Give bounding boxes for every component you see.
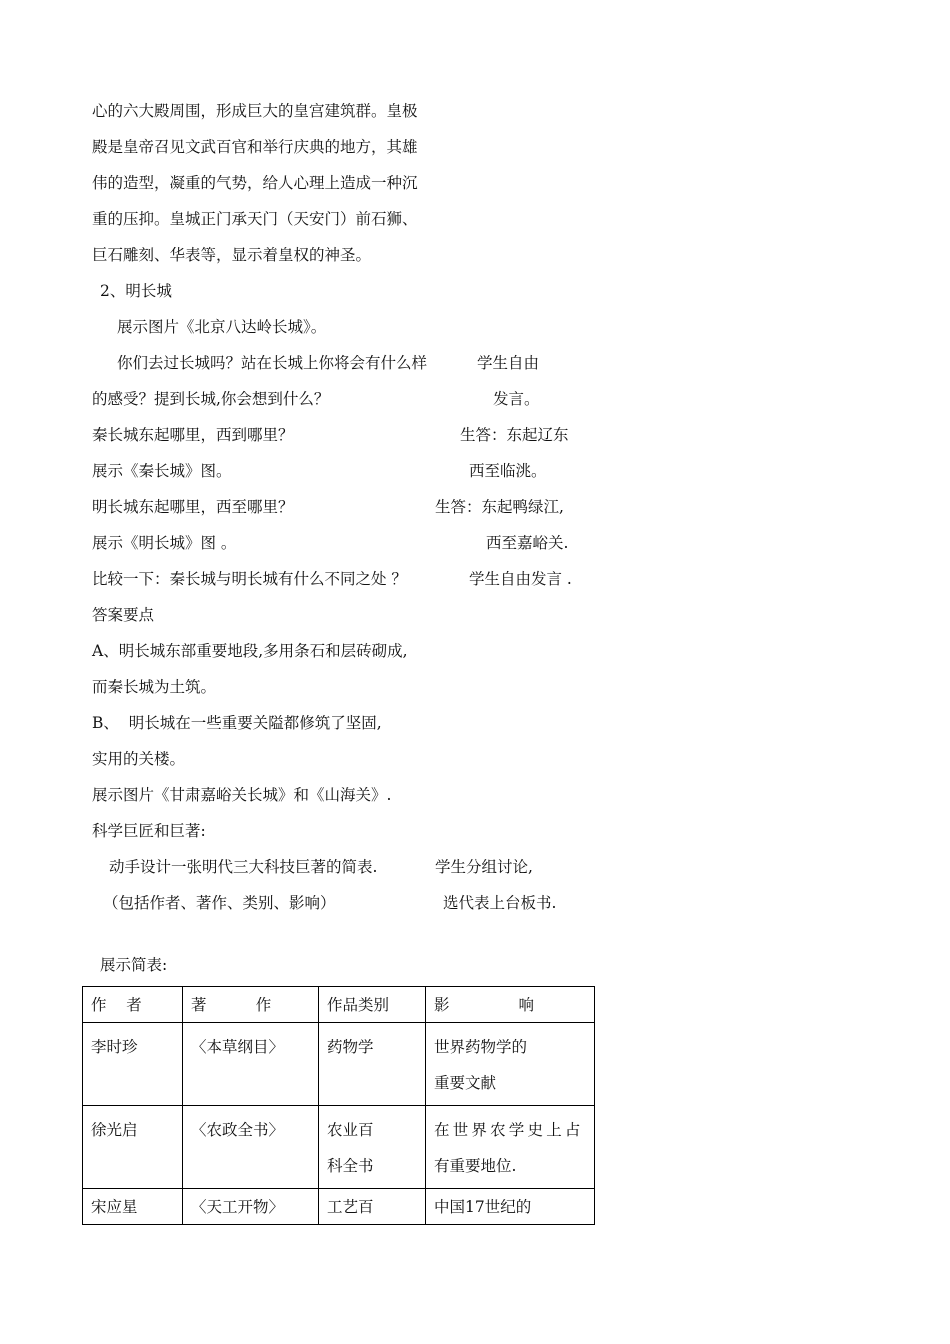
text-line: 而秦长城为土筑。 (92, 678, 217, 696)
text-line: 实用的关楼。 (92, 750, 186, 768)
student-answer: 生答：东起鸭绿江, (435, 498, 564, 516)
student-activity: 学生分组讨论, (435, 858, 533, 876)
cell-category: 药物学 (319, 1023, 426, 1106)
cell-impact: 中国17世纪的 (426, 1189, 595, 1225)
cell-author: 李时珍 (83, 1023, 183, 1106)
text-line: A、明长城东部重要地段,多用条石和层砖砌成, (92, 642, 408, 660)
text-line: 答案要点 (92, 606, 155, 624)
question-text: 展示《明长城》图 。 (92, 534, 237, 552)
student-activity: 发言。 (493, 390, 540, 408)
text-line: B、 明长城在一些重要关隘都修筑了坚固, (92, 714, 382, 732)
section-heading: 2、明长城 (100, 282, 172, 300)
table-header-row (83, 987, 595, 1023)
table-row (83, 1106, 595, 1189)
student-activity: 学生自由 (477, 354, 540, 372)
question-text: 比较一下：秦长城与明长城有什么不同之处 ？ (92, 570, 407, 588)
text-line: 重的压抑。皇城正门承天门（天安门）前石狮、 (92, 210, 418, 228)
cell-work: 〈本草纲目〉 (183, 1023, 319, 1106)
text-line: 科学巨匠和巨著: (92, 822, 206, 840)
question-text: 动手设计一张明代三大科技巨著的简表. (109, 858, 378, 876)
question-text: （包括作者、著作、类别、影响） (103, 894, 336, 912)
text-line: 殿是皇帝召见文武百官和举行庆典的地方，其雄 (92, 138, 418, 156)
question-text: 秦长城东起哪里，西到哪里？ (92, 426, 294, 444)
header-category: 作品类别 (319, 987, 426, 1023)
question-text: 展示《秦长城》图。 (92, 462, 232, 480)
science-works-table (82, 986, 595, 1225)
text-line: 展示图片《北京八达岭长城》。 (117, 318, 327, 336)
text-line: 伟的造型，凝重的气势，给人心理上造成一种沉 (92, 174, 418, 192)
question-text: 明长城东起哪里，西至哪里？ (92, 498, 294, 516)
student-activity: 选代表上台板书. (443, 894, 557, 912)
cell-author: 宋应星 (83, 1189, 183, 1225)
student-activity: 学生自由发言 . (469, 570, 572, 588)
cell-impact: 世界药物学的 重要文献 (426, 1023, 595, 1106)
text-line: 心的六大殿周围，形成巨大的皇宫建筑群。皇极 (92, 102, 418, 120)
cell-author: 徐光启 (83, 1106, 183, 1189)
student-answer: 生答：东起辽东 (460, 426, 569, 444)
table-row (83, 1189, 595, 1225)
header-impact: 影 响 (426, 987, 595, 1023)
table-caption: 展示简表: (100, 956, 168, 974)
cell-work: 〈农政全书〉 (183, 1106, 319, 1189)
student-answer: 西至临洮。 (469, 462, 547, 480)
question-text: 你们去过长城吗？站在长城上你将会有什么样 (117, 354, 428, 372)
cell-impact: 在世界农学史上占 有重要地位. (426, 1106, 595, 1189)
text-line: 展示图片《甘肃嘉峪关长城》和《山海关》. (92, 786, 392, 804)
header-work: 著 作 (183, 987, 319, 1023)
header-author: 作 者 (83, 987, 183, 1023)
student-answer: 西至嘉峪关. (486, 534, 569, 552)
table-row (83, 1023, 595, 1106)
question-text: 的感受？提到长城,你会想到什么？ (92, 390, 330, 408)
text-line: 巨石雕刻、华表等，显示着皇权的神圣。 (92, 246, 372, 264)
cell-category: 农业百 科全书 (319, 1106, 426, 1189)
cell-work: 〈天工开物〉 (183, 1189, 319, 1225)
cell-category: 工艺百 (319, 1189, 426, 1225)
